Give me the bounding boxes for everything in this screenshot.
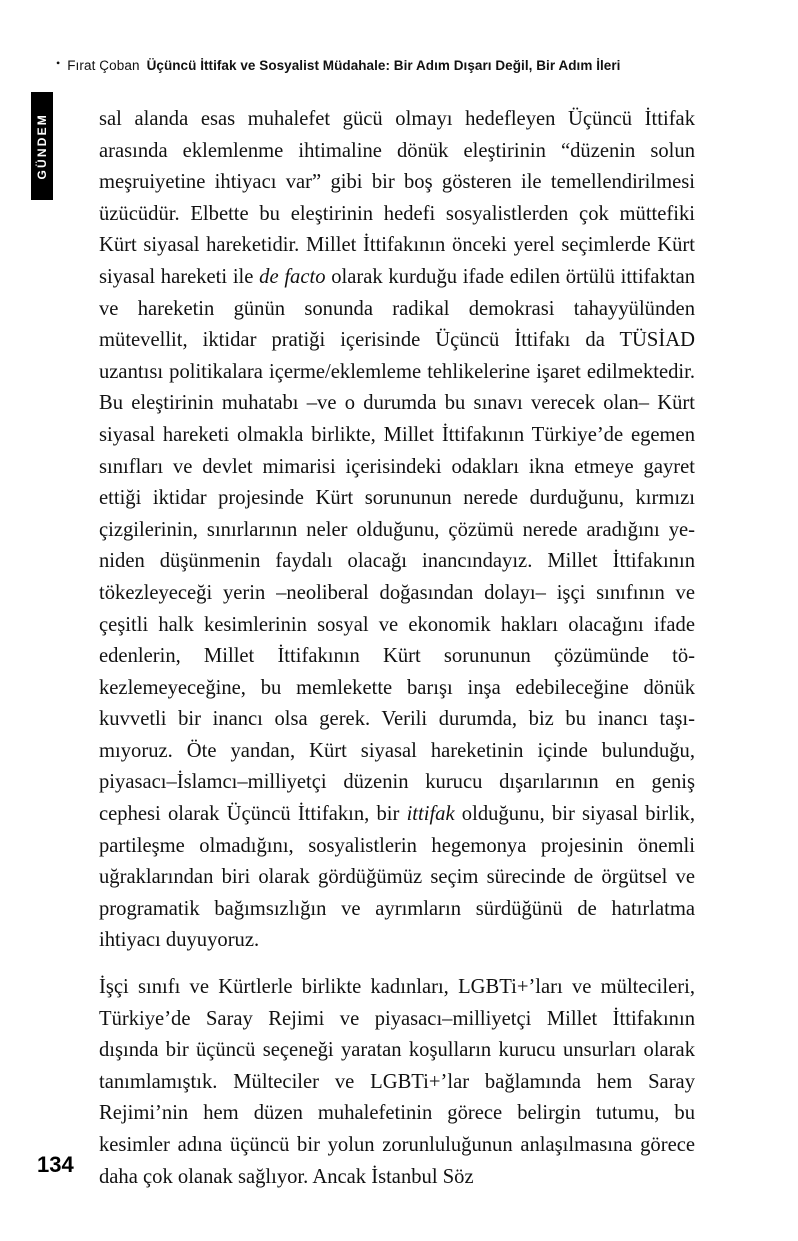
running-header bbox=[56, 58, 696, 73]
header-article-title: Üçüncü İttifak ve Sosyalist Müdahale: Bir Adım Dışarı Değil, Bir Adım İleri bbox=[146, 58, 621, 73]
paragraph-1-italic-1: de facto bbox=[259, 265, 326, 288]
body-text bbox=[99, 104, 695, 1193]
section-tab bbox=[31, 92, 53, 200]
paragraph-1-run-2: olarak kurduğu ifade edilen örtülü ittifaktan ve hareketin günün sonunda radikal demokrasi tahayyülünden mütevellit, iktidar pratiği içerisinde Üçüncü İttifakı da TÜSİAD uzantısı politikalara içerme/eklemleme tehlikelerine işaret edilmektedir. Bu eleştirinin muhatabı –ve o durumda bu sınavı verecek olan– Kürt siyasal hareketi olmakla birlikte, Millet İttifakının Türkiye’de egemen sınıfları ve devlet mimarisi içerisindeki odakları ikna etmeye gayret ettiği iktidar projesinde Kürt sorununun nerede durduğunu, kırmızı çizgilerinin, sınırlarının neler olduğunu, çözümü nerede aradığını yeniden düşünmenin faydalı olacağı inancındayız. Millet İttifakının tökezleyeceği yerin –neoliberal doğasından dolayı– işçi sınıfının ve çeşitli halk kesimlerinin sosyal ve ekonomik hakları olacağını ifade edenlerin, Millet İttifakının Kürt sorununun çözümünde tökezlemeyeceğine, bu memlekette barışı inşa edebileceğine dönük kuvvetli bir inancı olsa gerek. Verili durumda, biz bu inancı taşımıyoruz. Öte yandan, Kürt siyasal hareketinin içinde bulunduğu, piyasacı–İslamcı–milliyetçi düzenin kurucu dışarılarının en geniş cephesi olarak Üçüncü İttifakın, bir bbox=[99, 265, 696, 826]
paragraph-1-italic-2: ittifak bbox=[406, 803, 455, 826]
header-author: Fırat Çoban bbox=[67, 58, 140, 73]
paragraph-1-run-1: sal alanda esas muhalefet gücü olmayı hedefleyen Üçüncü İttifak arasında eklemlenme ihtimaline dönük eleştirinin “düzenin solun meşruiyetine ihtiyacı var” gibi bir boş gösteren ile temellendirilmesi üzücüdür. Elbette bu eleştirinin hedefi sosyalistlerden çok müttefiki Kürt siyasal hareketidir. Millet İttifakının önceki yerel seçimlerde Kürt siyasal hareketi ile bbox=[99, 108, 695, 288]
page-number: 134 bbox=[37, 1152, 74, 1177]
paragraph-1 bbox=[99, 104, 695, 957]
section-tab-label: GÜNDEM bbox=[35, 112, 49, 180]
bullet-icon: • bbox=[56, 56, 61, 70]
paragraph-2: İşçi sınıfı ve Kürtlerle birlikte kadınları, LGBTi+’ları ve mültecileri, Türkiye’de Saray Rejimi ve piyasacı–milliyetçi Millet İttifakının dışında bir üçüncü seçeneği yaratan koşulların kurucu unsurları olarak tanımlamıştık. Mülteciler ve LGBTi+’lar bağlamında hem Saray Rejimi’nin hem düzen muhalefetinin görece belirgin tutumu, bu kesimler adına üçüncü bir yolun zorunluluğunun anlaşılmasına görece daha çok olanak sağlıyor. Ancak İstanbul Söz bbox=[99, 976, 695, 1188]
paragraph-1-run-3: olduğunu, bir siyasal birlik, partileşme olmadığını, sosyalistlerin hegemonya projesinin önemli uğraklarından biri olarak gördüğümüz seçim sürecinde de örgütsel ve programatik bağımsızlığın ve ayrımların sürdüğünü de hatırlatma ihtiyacı duyuyoruz. bbox=[99, 803, 696, 952]
